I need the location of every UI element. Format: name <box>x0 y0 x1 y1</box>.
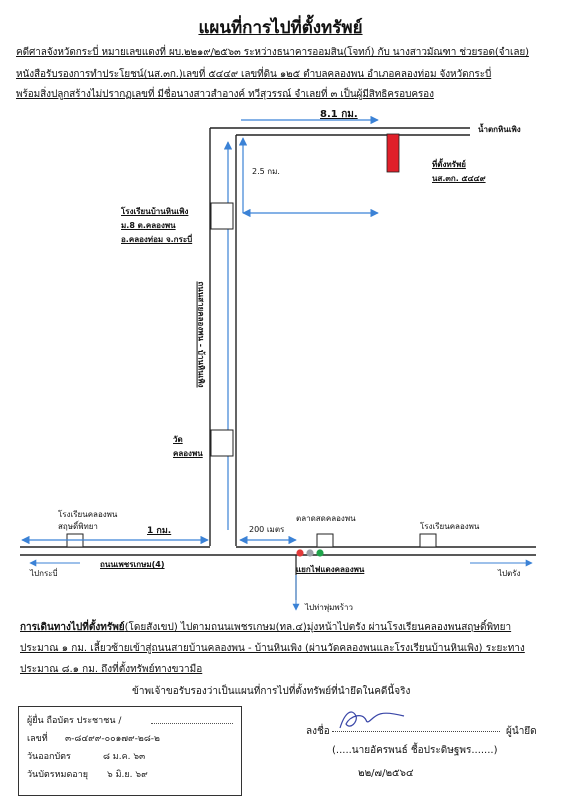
property-label: ที่ตั้งทรัพย์ <box>432 160 466 169</box>
distance-side-label: 2.5 กม. <box>252 167 280 176</box>
owner-issue-value: ๘ ม.ค. ๖๓ <box>103 752 146 762</box>
school-klongphon-building <box>420 534 436 547</box>
school-hinpheung-label: โรงเรียนบ้านหินเพิง <box>121 207 189 216</box>
temple-name-label: คลองพน <box>173 449 203 458</box>
market-building <box>317 534 333 547</box>
temple-label: วัด <box>173 435 183 444</box>
owner-name-label: ผู้ยื่น ถือบัตร ประชาชน / <box>27 716 122 726</box>
waterfall-label: น้ำตกหินเพิง <box>478 125 521 134</box>
school-witthaya-label: โรงเรียนคลองพน <box>58 510 118 519</box>
owner-issue-label: วันออกบัตร <box>27 752 71 762</box>
to-trang-label: ไปตรัง <box>498 569 521 578</box>
junction-label: แยกไฟแดงคลองพน <box>296 565 365 574</box>
sign-suffix: ผู้นำยึด <box>506 726 537 737</box>
to-thungpoe-label: ไปท่าพุ่มพร้าว <box>305 603 353 612</box>
market-label: ตลาดสดคลองพน <box>296 514 356 523</box>
owner-expire-value: ๖ มิ.ย. ๖๙ <box>107 770 148 780</box>
traffic-light-green <box>316 549 323 556</box>
school-hinpheung-building <box>211 203 233 229</box>
sign-date: ๒๒/๗/๒๕๖๔ <box>358 768 414 779</box>
distance-200m-label: 200 เมตร <box>249 525 285 534</box>
owner-name-line <box>151 713 233 724</box>
case-line: คดีศาลจังหวัดกระบี่ หมายเลขแดงที่ ผบ.๒๒๑๙/๒๕๖๓ ระหว่างธนาคารออมสิน(โจทก์) กับ นางสาวมัณฑา ช่วยรอด(จำเลย) <box>16 47 529 58</box>
page-title: แผนที่การไปที่ตั้งทรัพย์ <box>198 18 363 38</box>
owner-id-value: ๓-๘๔๙๙-๐๐๑๗๙-๒๘-๒ <box>65 734 160 744</box>
deed-line: หนังสือรับรองการทำประโยชน์(นส.๓ก.)เลขที่ ๕๔๔๙ เลขที่ดิน ๑๒๕ ตำบลคลองพน อำเภอคลองท่อม จังหวัดกระบี่ <box>16 69 492 80</box>
to-krabi-label: ไปกระบี่ <box>30 569 58 578</box>
main-road-label: ถนนเพชรเกษม(4) <box>100 560 165 569</box>
certification-statement: ข้าพเจ้าขอรับรองว่าเป็นแผนที่การไปที่ตั้งทรัพย์ที่นำยึดในคดีนี้จริง <box>132 686 411 697</box>
directions-body: (โดยสังเขป) ไปตามถนนเพชรเกษม(ทล.๔)มุ่งหน้าไปตรัง ผ่านโรงเรียนคลองพนสฤษดิ์พิทยาประมาณ ๑ กม. เลี้ยวซ้ายเข้าสู่ถนนสายบ้านคลองพน - บ้านหินเพิง (ผ่านวัดคลองพนและโรงเรียนบ้านหินเพิง) ระยะทางประมาณ ๘.๑ กม. ถึงที่ตั้งทรัพย์ทางขวามือ <box>20 622 525 675</box>
school-hinpheung-district: อ.คลองท่อม จ.กระบี่ <box>121 235 193 244</box>
owner-id-box <box>18 706 242 796</box>
vertical-road-label: ถนนสายคลองพน - บ้านหินเพิง <box>196 281 206 388</box>
school-witthaya-name: สฤษดิ์พิทยา <box>58 522 98 531</box>
traffic-light-yellow <box>306 549 313 556</box>
traffic-light-red <box>296 549 303 556</box>
owner-id-label: เลขที่ <box>27 734 48 744</box>
distance-1km-label: 1 กม. <box>147 526 172 536</box>
directions-heading: การเดินทางไปที่ตั้งทรัพย์ <box>20 622 125 633</box>
property-deed-label: นส.๓ก. ๕๔๔๙ <box>432 174 486 183</box>
school-klongphon-label: โรงเรียนคลองพน <box>420 522 480 531</box>
temple-building <box>211 430 233 456</box>
owner-expire-label: วันบัตรหมดอายุ <box>27 770 89 780</box>
school-hinpheung-subdistrict: ม.8 ต.คลองพน <box>121 221 176 230</box>
signer-name: (.....นายอัครพนธ์ ชื้อประดิษฐพร.......) <box>332 745 498 756</box>
distance-top-label: 8.1 กม. <box>320 109 358 120</box>
directions-text <box>20 617 545 680</box>
signature-line <box>332 731 500 732</box>
property-marker <box>387 134 399 172</box>
sign-prefix: ลงชื่อ <box>306 726 330 737</box>
owner-line: พร้อมสิ่งปลูกสร้างไม่ปรากฏเลขที่ มีชื่อนางสาวสำอางค์ ทวีสุวรรณ์ จำเลยที่ ๓ เป็นผู้มีสิทธิครอบครอง <box>16 89 434 100</box>
